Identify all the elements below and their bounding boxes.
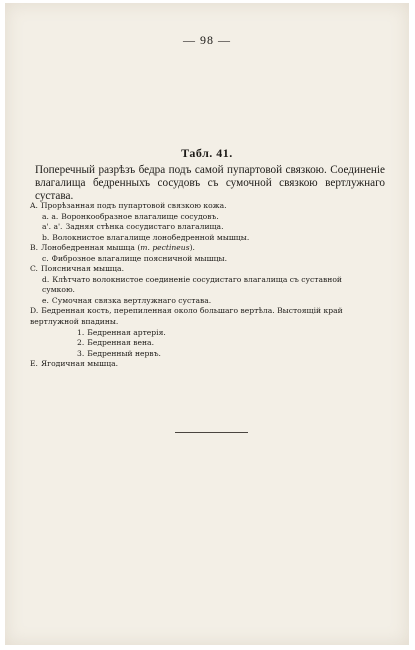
legend-label: C. — [30, 264, 38, 274]
legend-latin-term: m. pectineus — [140, 243, 190, 253]
legend-text: Сумочная связка вертлужнаго сустава. — [51, 295, 212, 305]
legend-item-1 — [30, 328, 385, 339]
legend-text: Прорѣзанная подъ пупартовой связкою кожа. — [40, 201, 227, 210]
legend-text: Воронкообразное влагалище сосудовъ. — [61, 211, 219, 221]
legend-item-D-continued — [30, 317, 385, 328]
legend-label: E. — [30, 359, 38, 369]
legend-item-C — [30, 264, 385, 275]
legend-label: e. — [42, 295, 49, 305]
legend-item-d-continued — [30, 285, 385, 296]
legend-label: 1. — [77, 327, 85, 337]
legend-text: Ягодичная мышца. — [40, 359, 119, 369]
legend-item-2 — [30, 338, 385, 349]
figure-legend — [30, 201, 385, 370]
legend-item-3 — [30, 349, 385, 360]
legend-item-e — [30, 296, 385, 307]
page-number: — 98 — — [183, 33, 231, 47]
legend-label: a. a. — [42, 211, 59, 221]
legend-item-d — [30, 275, 385, 286]
legend-item-b — [30, 233, 385, 244]
legend-text: Бедренная вена. — [87, 338, 154, 348]
figure-caption: Поперечный разрѣзъ бедра подъ самой пупартовой связкою. Соединеніе влагалища бедренныхъ сосудовъ съ сумочной связкою вертлужнаго сустава. — [35, 164, 385, 202]
legend-text: Бедренная артерія. — [87, 327, 166, 337]
legend-text: Бедренный нервъ. — [87, 348, 161, 358]
legend-text: Фиброзное влагалище поясничной мышцы. — [51, 253, 227, 263]
legend-text: Лонобедренная мышца ( — [41, 243, 141, 253]
legend-label: 2. — [77, 338, 85, 348]
book-page — [5, 3, 409, 645]
legend-label: b. — [42, 232, 50, 242]
legend-label: d. — [42, 274, 50, 284]
legend-text-continued: вертлужной впадины. — [30, 317, 119, 327]
legend-item-c — [30, 254, 385, 265]
legend-text: Поясничная мышца. — [40, 264, 124, 274]
section-divider — [175, 432, 248, 433]
legend-item-B — [30, 243, 385, 254]
legend-text: Бедренная кость, перепиленная около большаго вертѣла. Выстоящій край — [41, 306, 343, 316]
table-title: Табл. 41. — [181, 146, 233, 160]
legend-item-A — [30, 201, 385, 212]
legend-item-E — [30, 359, 385, 370]
legend-item-a-prime — [30, 222, 385, 233]
legend-label: a'. a'. — [42, 222, 63, 232]
legend-label: A. — [30, 201, 38, 210]
legend-label: 3. — [77, 348, 85, 358]
legend-text-after: ). — [189, 243, 195, 253]
legend-label: c. — [42, 253, 49, 263]
legend-text: Задняя стѣнка сосудистаго влагалища. — [65, 222, 224, 232]
legend-text-continued: сумкою. — [42, 285, 75, 295]
legend-label: B. — [30, 243, 38, 253]
legend-text: Клѣтчато волокнистое соединеніе сосудистаго влагалища съ суставной — [52, 274, 342, 284]
legend-label: D. — [30, 306, 39, 316]
legend-text: Волокнистое влагалище лонобедренной мышцы. — [52, 232, 250, 242]
legend-item-D — [30, 306, 385, 317]
legend-item-a — [30, 212, 385, 223]
